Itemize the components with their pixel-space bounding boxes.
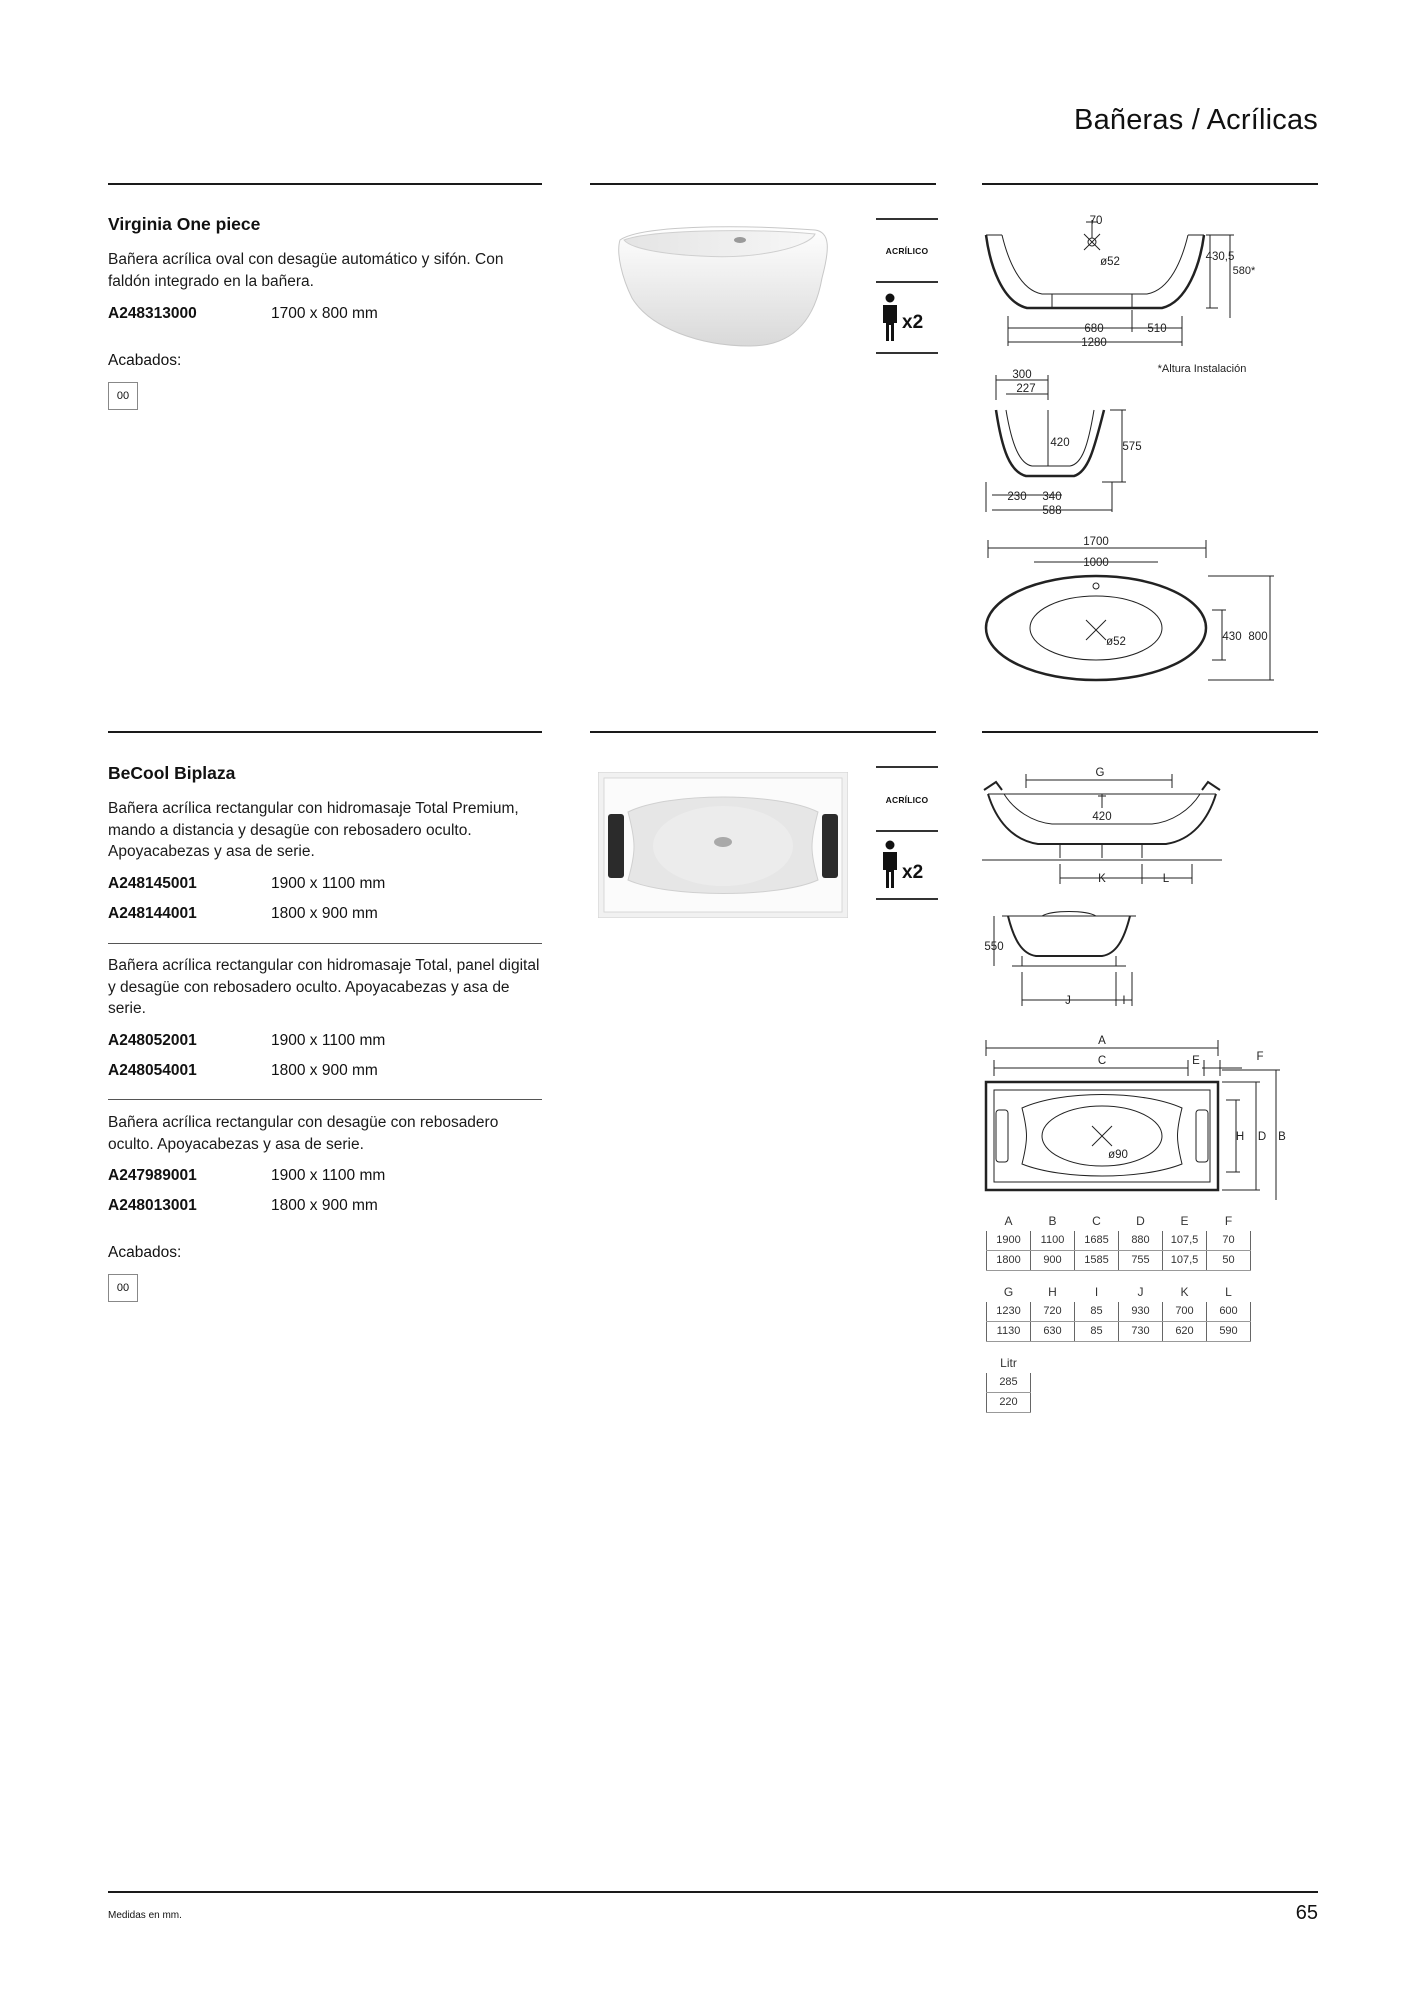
dim-label: 800 [1248,631,1268,643]
table-header: C [1092,1214,1101,1228]
section-divider [590,731,936,733]
table-cell: 700 [1163,1302,1207,1322]
table-row [987,1231,1251,1251]
dimension-table [986,1212,1251,1271]
product-code: A247989001 [108,1167,197,1184]
persons-badge: x2 [902,312,924,333]
material-badge: ACRÍLICO [885,246,929,256]
table-header: E [1180,1214,1189,1228]
table-cell: 1100 [1031,1231,1075,1251]
table-cell: 85 [1075,1322,1119,1342]
table-cell: 590 [1207,1322,1251,1342]
product-description: Bañera acrílica rectangular con desagüe con rebosadero oculto. Apoyacabezas y asa de serie. [108,1114,499,1153]
table-header: A [1004,1214,1013,1228]
table-cell: 880 [1119,1231,1163,1251]
page-number: 65 [1295,1902,1318,1924]
dim-label: 580* [1232,265,1256,277]
finish-swatch[interactable] [108,382,138,410]
dim-label: 430 [1222,631,1242,643]
table-cell: 85 [1075,1302,1119,1322]
badge-rule [876,766,938,768]
dim-label: H [1235,1131,1245,1143]
dim-label: 510 [1147,323,1167,335]
variant-row [108,305,548,327]
dim-label: 227 [1016,383,1036,395]
finish-swatch[interactable] [108,1274,138,1302]
table-header: D [1136,1214,1145,1228]
dim-label: 1000 [1083,557,1109,569]
section-divider [108,731,542,733]
dim-label: J [1065,995,1071,1007]
group-divider [108,1099,542,1100]
dim-label: 300 [1012,369,1032,381]
badge-rule [876,352,938,354]
product-photo-virginia [610,218,835,358]
product-code: A248313000 [108,305,197,322]
badge-rule [876,218,938,220]
table-cell: 900 [1031,1251,1075,1271]
dim-label: E [1192,1055,1200,1067]
dim-label: 340 [1042,491,1062,503]
product-photo-becool [598,772,848,918]
product-title: Virginia One piece [108,214,261,234]
variant-row [108,875,548,897]
product-code: A248013001 [108,1197,197,1214]
dim-label: 420 [1050,437,1070,449]
dim-label: 230 [1007,491,1027,503]
table-row [987,1373,1031,1393]
product-code: A248052001 [108,1032,197,1049]
dim-label: B [1278,1131,1286,1143]
dim-label: C [1097,1055,1107,1067]
table-cell: 107,5 [1163,1231,1207,1251]
finish-code: 00 [116,390,130,402]
table-cell: 1900 [987,1231,1031,1251]
badge-rule [876,830,938,832]
dim-label: 550 [984,941,1004,953]
person-icon [879,840,901,892]
product-description: Bañera acrílica oval con desagüe automático y sifón. Con faldón integrado en la bañera. [108,251,504,290]
section-divider [982,731,1318,733]
drawing-note: *Altura Instalación [1157,363,1247,375]
variant-row [108,1197,548,1219]
section-divider [982,183,1318,185]
table-cell: 1130 [987,1322,1031,1342]
product-size: 1800 x 900 mm [271,905,378,922]
dim-label: 420 [1092,811,1112,823]
dim-label: 70 [1089,215,1103,227]
variant-row [108,1062,548,1084]
dim-label: A [1098,1035,1106,1047]
table-header: B [1048,1214,1057,1228]
finishes-label: Acabados: [108,352,182,369]
table-header: J [1137,1285,1144,1299]
badge-rule [876,898,938,900]
dim-label: 588 [1042,505,1062,517]
table-cell: 620 [1163,1322,1207,1342]
finishes-label: Acabados: [108,1244,182,1261]
product-size: 1800 x 900 mm [271,1197,378,1214]
dim-label: 575 [1122,441,1142,453]
footer-note: Medidas en mm. [108,1910,182,1921]
table-cell: 107,5 [1163,1251,1207,1271]
badge-rule [876,281,938,283]
dim-label: K [1098,873,1106,885]
variant-row [108,1032,548,1054]
variant-row [108,905,548,927]
table-cell: 70 [1207,1231,1251,1251]
product-description: Bañera acrílica rectangular con hidromasaje Total, panel digital y desagüe con rebosadero oculto. Apoyacabezas y asa de serie. [108,957,540,1017]
dim-label: ø52 [1100,256,1120,268]
table-header: Litr [1000,1356,1017,1370]
table-cell: 1230 [987,1302,1031,1322]
product-code: A248144001 [108,905,197,922]
page-title: Bañeras / Acrílicas [1074,104,1318,136]
table-cell: 755 [1119,1251,1163,1271]
variant-row [108,1167,548,1189]
finish-code: 00 [116,1282,130,1294]
table-header: K [1180,1285,1189,1299]
dim-label: 430,5 [1205,251,1235,263]
table-header: G [1003,1285,1014,1299]
table-cell: 1585 [1075,1251,1119,1271]
dim-label: L [1162,873,1170,885]
group-divider [108,943,542,944]
table-header: H [1048,1285,1057,1299]
capacity-table [986,1354,1031,1413]
product-size: 1800 x 900 mm [271,1062,378,1079]
technical-drawing-virginia [982,210,1318,710]
technical-drawing-becool [982,760,1318,1200]
dim-label: 1280 [1081,337,1107,349]
product-size: 1900 x 1100 mm [271,875,386,892]
table-cell: 220 [987,1393,1031,1413]
dim-label: ø52 [1106,636,1126,648]
product-size: 1900 x 1100 mm [271,1032,386,1049]
product-size: 1900 x 1100 mm [271,1167,386,1184]
product-size: 1700 x 800 mm [271,305,378,322]
table-row [987,1251,1251,1271]
table-header: F [1224,1214,1233,1228]
table-cell: 1800 [987,1251,1031,1271]
section-divider [590,183,936,185]
dimension-table [986,1283,1251,1342]
product-code: A248145001 [108,875,197,892]
table-header: I [1094,1285,1099,1299]
table-cell: 720 [1031,1302,1075,1322]
table-cell: 50 [1207,1251,1251,1271]
table-cell: 630 [1031,1322,1075,1342]
product-code: A248054001 [108,1062,197,1079]
dim-label: ø90 [1108,1149,1128,1161]
table-header: L [1225,1285,1232,1299]
footer-divider [108,1891,1318,1893]
table-row [987,1322,1251,1342]
material-badge: ACRÍLICO [885,795,929,805]
persons-badge: x2 [902,862,924,883]
product-description: Bañera acrílica rectangular con hidromasaje Total Premium, mando a distancia y desagüe con rebosadero oculto. Apoyacabezas y asa de serie. [108,800,519,860]
dim-label: F [1256,1051,1264,1063]
person-icon [879,293,901,345]
table-cell: 285 [987,1373,1031,1393]
table-cell: 730 [1119,1322,1163,1342]
table-row [987,1302,1251,1322]
table-cell: 930 [1119,1302,1163,1322]
table-cell: 600 [1207,1302,1251,1322]
table-row [987,1393,1031,1413]
dim-label: 1700 [1083,536,1109,548]
product-title: BeCool Biplaza [108,763,236,783]
dim-label: 680 [1084,323,1104,335]
table-cell: 1685 [1075,1231,1119,1251]
dim-label: G [1095,767,1105,779]
section-divider [108,183,542,185]
dim-label: D [1257,1131,1267,1143]
dim-label: I [1122,995,1126,1007]
